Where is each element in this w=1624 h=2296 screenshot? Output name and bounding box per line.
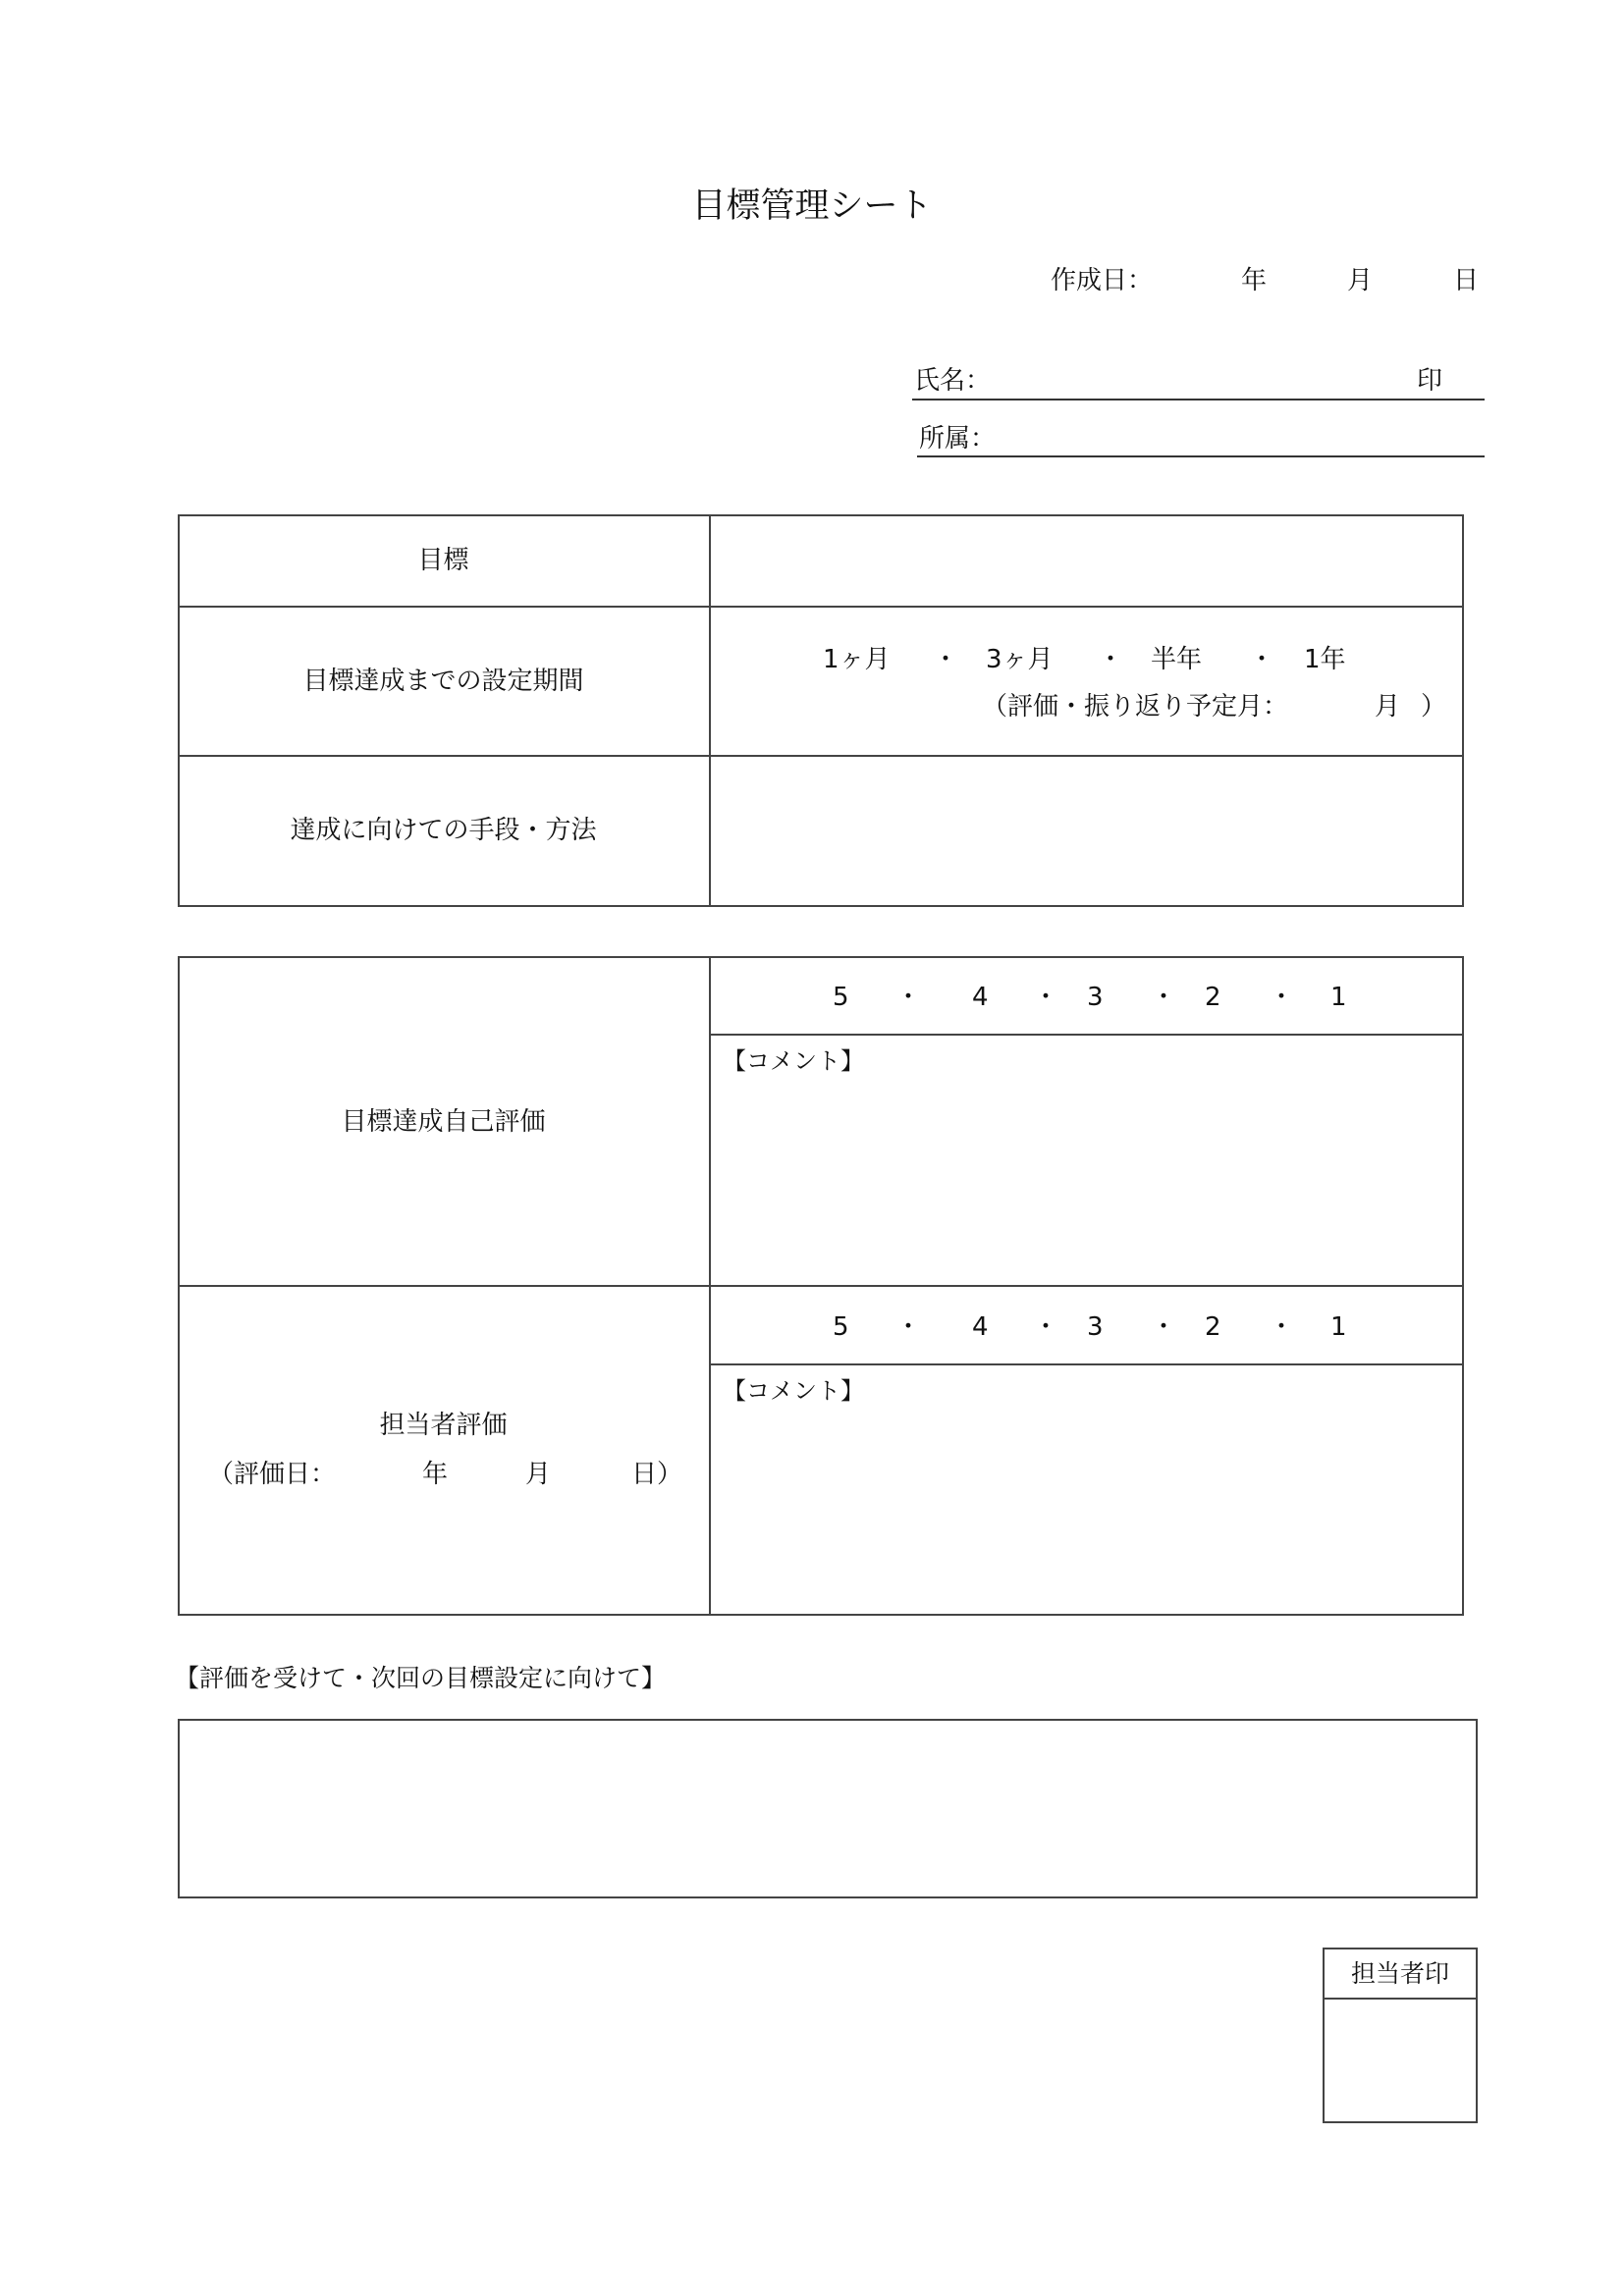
rating-separator: ・ (1269, 983, 1295, 1012)
name-label: 氏名： (914, 366, 992, 396)
rating-option-5[interactable]: 5 (833, 983, 849, 1012)
rating-separator: ・ (895, 1312, 922, 1342)
method-input[interactable] (711, 757, 1462, 904)
evaluation-date-day[interactable]: 日） (631, 1460, 683, 1489)
period-option-3-months[interactable]: 3ヶ月 (986, 645, 1054, 674)
next-goal-heading: 【評価を受けて・次回の目標設定に向けて】 (175, 1664, 667, 1692)
rating-option-1[interactable]: 1 (1330, 983, 1347, 1012)
rating-option-4[interactable]: 4 (972, 1312, 989, 1342)
rating-separator: ・ (1269, 1312, 1295, 1342)
rating-separator: ・ (1033, 1312, 1059, 1342)
rating-option-2[interactable]: 2 (1205, 983, 1221, 1012)
review-month-unit[interactable]: 月 (1375, 692, 1401, 721)
goal-input[interactable] (711, 516, 1462, 605)
created-date-day[interactable]: 日 (1453, 266, 1480, 295)
rating-option-4[interactable]: 4 (972, 983, 989, 1012)
name-underline (912, 399, 1485, 400)
rating-option-1[interactable]: 1 (1330, 1312, 1347, 1342)
rating-option-2[interactable]: 2 (1205, 1312, 1221, 1342)
period-option-half-year[interactable]: 半年 (1151, 645, 1203, 674)
rating-row-divider (709, 1363, 1464, 1365)
evaluation-date-month[interactable]: 月 (525, 1460, 552, 1489)
self-evaluation-label: 目標達成自己評価 (341, 1107, 546, 1137)
manager-evaluation-comment-input[interactable] (711, 1410, 1462, 1614)
review-month-prefix: （評価・振り返り予定月： (982, 692, 1289, 721)
rating-separator: ・ (1033, 983, 1059, 1012)
period-option-1-month[interactable]: 1ヶ月 (823, 645, 891, 674)
rating-option-3[interactable]: 3 (1087, 983, 1104, 1012)
stamp-area[interactable] (1325, 2000, 1476, 2121)
rating-option-5[interactable]: 5 (833, 1312, 849, 1342)
page-title: 目標管理シート (691, 187, 933, 226)
affiliation-underline (917, 455, 1485, 457)
review-month-suffix: ） (1421, 692, 1447, 721)
manager-evaluation-label: 担当者評価 (379, 1411, 508, 1440)
period-separator: ・ (933, 645, 959, 674)
goal-table-row-divider (178, 606, 1464, 608)
rating-separator: ・ (1151, 1312, 1177, 1342)
period-separator: ・ (1098, 645, 1124, 674)
rating-row-divider (709, 1034, 1464, 1036)
rating-option-3[interactable]: 3 (1087, 1312, 1104, 1342)
evaluation-table-row-divider (178, 1285, 1464, 1287)
period-separator: ・ (1249, 645, 1275, 674)
created-date-month[interactable]: 月 (1347, 266, 1374, 295)
stamp-box-label: 担当者印 (1350, 1959, 1449, 1988)
self-evaluation-comment-input[interactable] (711, 1080, 1462, 1283)
goal-label: 目標 (417, 546, 469, 575)
period-label: 目標達成までの設定期間 (302, 667, 584, 696)
self-evaluation-comment-label: 【コメント】 (723, 1047, 864, 1075)
next-goal-input[interactable] (178, 1719, 1478, 1898)
evaluation-date-year[interactable]: 年 (422, 1460, 449, 1489)
method-label: 達成に向けての手段・方法 (290, 816, 597, 845)
created-date-year[interactable]: 年 (1241, 266, 1268, 295)
created-date-label: 作成日： (1051, 266, 1154, 295)
rating-separator: ・ (1151, 983, 1177, 1012)
rating-separator: ・ (895, 983, 922, 1012)
name-seal-mark: 印 (1417, 366, 1443, 396)
period-option-1-year[interactable]: 1年 (1304, 645, 1346, 674)
manager-evaluation-comment-label: 【コメント】 (723, 1377, 864, 1405)
evaluation-date-prefix: （評価日： (208, 1460, 337, 1489)
affiliation-label: 所属： (919, 424, 997, 454)
